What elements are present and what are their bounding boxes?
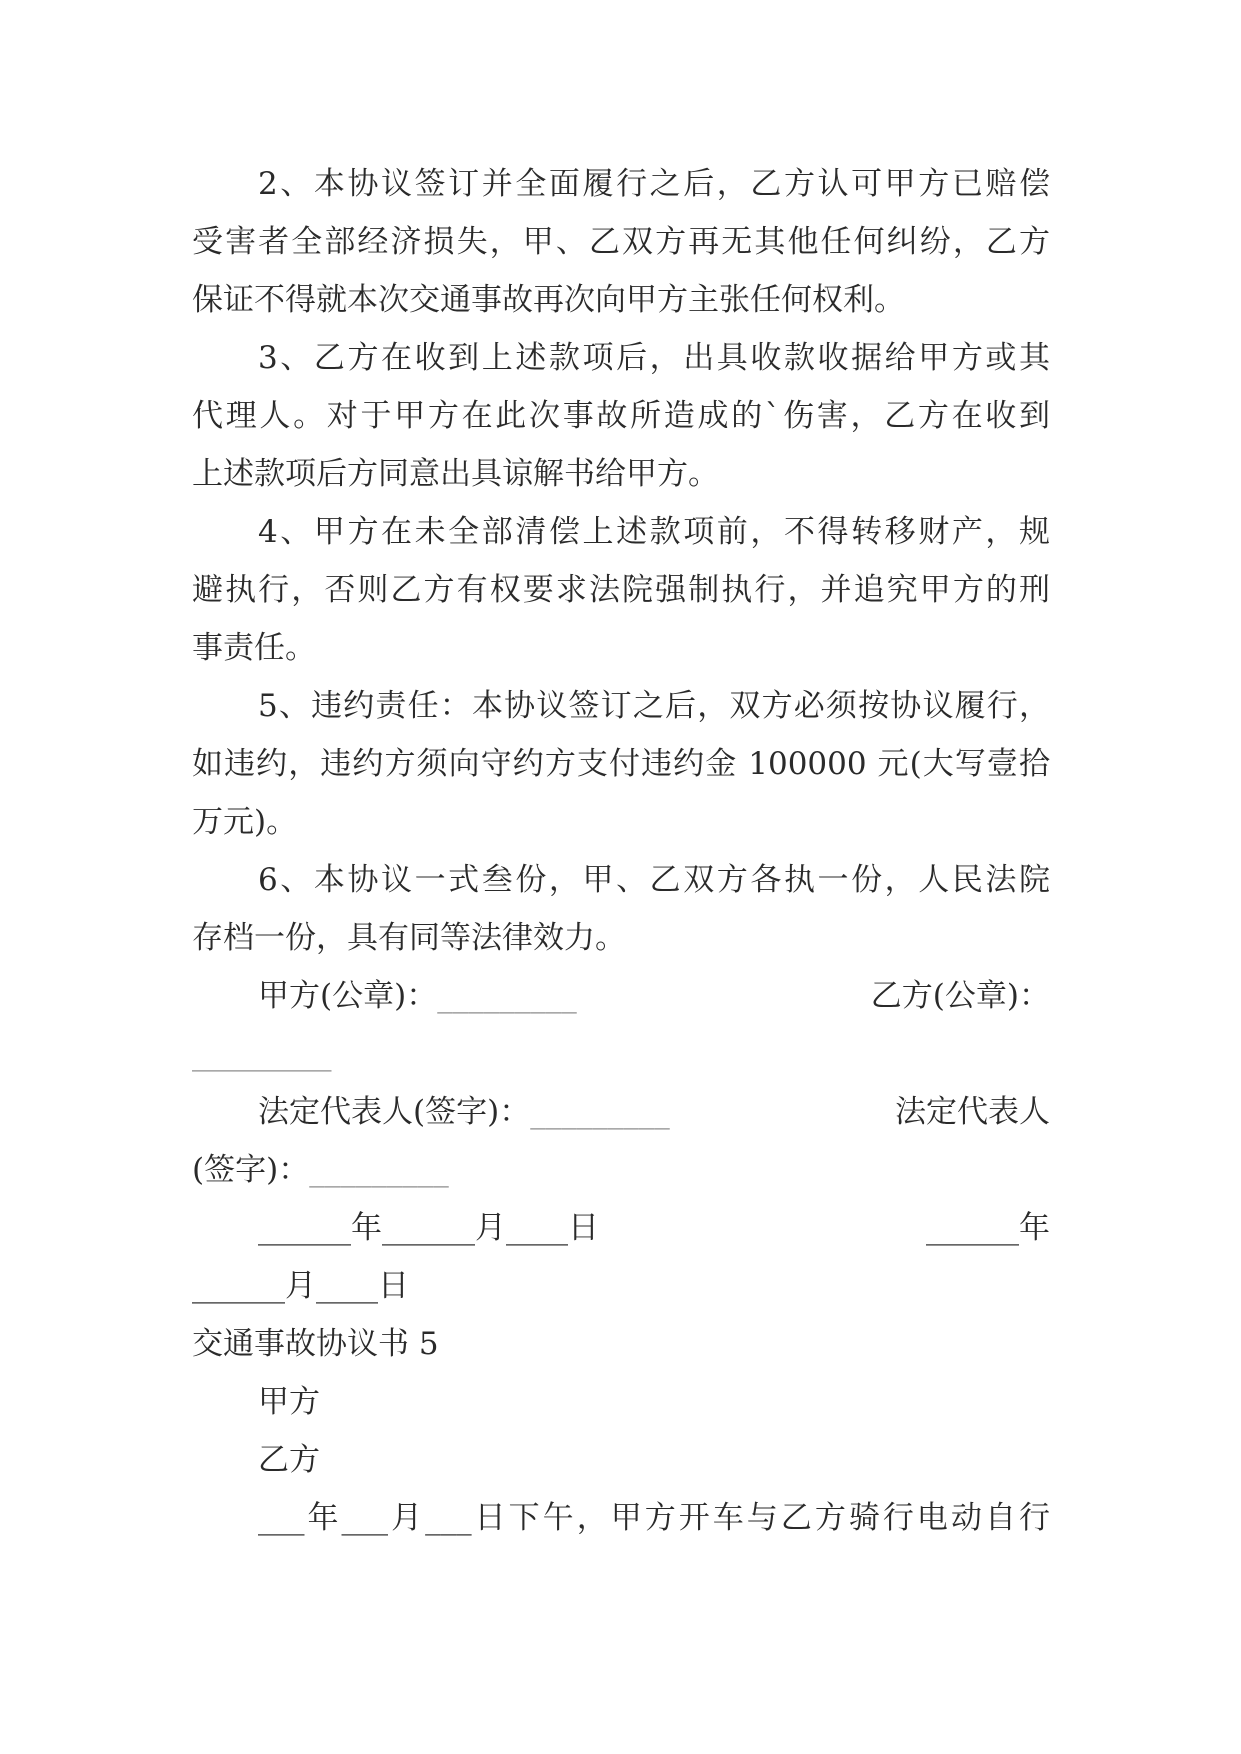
party-b-seal-label: 乙方(公章)： (870, 978, 1050, 1014)
party-b-label: 乙方 (258, 1442, 320, 1478)
text-line: 万元)。 (192, 804, 298, 840)
party-a-date: ______年______月____日 (258, 1210, 599, 1246)
party-b-date-year: ______年 (926, 1210, 1050, 1246)
party-a-seal-blank: _________ (437, 978, 577, 1014)
text-line: 保证不得就本次交通事故再次向甲方主张任何权利。 (192, 282, 905, 318)
party-b-rep-label-cont: (签字)： (192, 1152, 310, 1188)
party-a-seal-label: 甲方(公章)： (258, 978, 438, 1014)
text-line: 2、本协议签订并全面履行之后，乙方认可甲方已赔偿 (258, 166, 1050, 202)
text-line: 避执行，否则乙方有权要求法院强制执行，并追究甲方的刑 (192, 572, 1050, 608)
text-line: 5、违约责任：本协议签订之后，双方必须按协议履行， (258, 688, 1050, 724)
text-line: 存档一份，具有同等法律效力。 (192, 920, 626, 956)
seal-line (192, 967, 1050, 1025)
agreement-clauses (192, 155, 1050, 967)
text-line: 上述款项后方同意出具谅解书给甲方。 (192, 456, 719, 492)
text-line: 如违约，违约方须向守约方支付违约金 100000 元(大写壹拾 (192, 746, 1050, 782)
party-b-rep-label: 法定代表人 (895, 1094, 1050, 1130)
party-b-seal-blank: _________ (192, 1036, 332, 1072)
party-a-rep-blank: _________ (530, 1094, 670, 1130)
party-b-rep-blank: _________ (309, 1152, 449, 1188)
rep-line (192, 1083, 1050, 1141)
text-line: 代理人。对于甲方在此次事故所造成的`伤害，乙方在收到 (192, 398, 1050, 434)
accident-description: ___年___月___日下午，甲方开车与乙方骑行电动自行 (258, 1500, 1050, 1536)
text-line: 事责任。 (192, 630, 316, 666)
party-a-rep-label: 法定代表人(签字)： (258, 1094, 531, 1130)
text-line: 受害者全部经济损失，甲、乙双方再无其他任何纠纷，乙方 (192, 224, 1050, 260)
party-a-label: 甲方 (258, 1384, 320, 1420)
text-line: 4、甲方在未全部清偿上述款项前，不得转移财产，规 (258, 514, 1050, 550)
document-page (192, 155, 1050, 1547)
text-line: 6、本协议一式叁份，甲、乙双方各执一份，人民法院 (258, 862, 1050, 898)
rep-line-cont (192, 1141, 1050, 1199)
party-b-date-rest: ______月____日 (192, 1268, 409, 1304)
date-line (192, 1199, 1050, 1257)
section-title: 交通事故协议书 5 (192, 1326, 439, 1362)
text-line: 3、乙方在收到上述款项后，出具收款收据给甲方或其 (258, 340, 1050, 376)
